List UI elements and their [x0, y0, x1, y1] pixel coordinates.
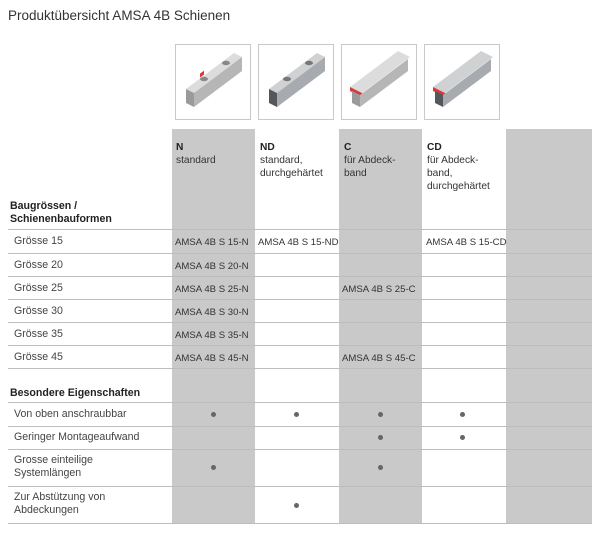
- divider: [8, 426, 592, 427]
- feature-row-label: Geringer Montageaufwand: [14, 431, 140, 443]
- size-row-label: Grösse 45: [14, 351, 63, 363]
- features-section-label: Besondere Eigenschaften: [10, 387, 141, 399]
- feature-dot-c: [378, 435, 383, 440]
- divider: [8, 523, 592, 524]
- divider: [8, 322, 592, 323]
- header-n-code: N: [176, 142, 184, 153]
- size-row-label: Grösse 20: [14, 259, 63, 271]
- size-row-label: Grösse 25: [14, 282, 63, 294]
- divider: [8, 229, 592, 230]
- rail-image-cd: [424, 44, 500, 120]
- column-extra-background: [506, 129, 592, 523]
- feature-dot-nd: [294, 503, 299, 508]
- header-n: [176, 141, 216, 167]
- feature-dot-c: [378, 465, 383, 470]
- divider: [8, 449, 592, 450]
- rail-image-n: [175, 44, 251, 120]
- feature-row-line2: Abdeckungen: [14, 504, 79, 516]
- header-n-desc: standard: [176, 155, 216, 166]
- size-cell-cd: AMSA 4B S 15-CD: [426, 237, 507, 248]
- feature-dot-nd: [294, 412, 299, 417]
- feature-row-line1: Zur Abstützung von: [14, 491, 106, 503]
- size-cell-c: AMSA 4B S 45-C: [342, 353, 416, 364]
- divider: [8, 402, 592, 403]
- header-c-desc2: band: [344, 168, 367, 179]
- divider: [8, 276, 592, 277]
- size-cell-n: AMSA 4B S 15-N: [175, 237, 249, 248]
- feature-row-label: [14, 491, 105, 517]
- size-cell-n: AMSA 4B S 45-N: [175, 353, 249, 364]
- header-nd-code: ND: [260, 142, 275, 153]
- sizes-section-line1: Baugrössen /: [10, 200, 78, 212]
- size-row-label: Grösse 35: [14, 328, 63, 340]
- header-c: [344, 141, 396, 180]
- size-cell-n: AMSA 4B S 25-N: [175, 284, 249, 295]
- header-cd-desc1: für Abdeck-: [427, 155, 479, 166]
- size-cell-n: AMSA 4B S 35-N: [175, 330, 249, 341]
- sizes-section-label: [10, 200, 112, 226]
- header-cd-desc3: durchgehärtet: [427, 181, 490, 192]
- feature-row-line1: Grosse einteilige: [14, 454, 93, 466]
- header-cd: [427, 141, 490, 193]
- feature-dot-cd: [460, 435, 465, 440]
- sizes-section-line2: Schienenbauformen: [10, 213, 112, 225]
- header-cd-code: CD: [427, 142, 442, 153]
- rail-image-c: [341, 44, 417, 120]
- divider: [8, 486, 592, 487]
- feature-row-label: [14, 454, 93, 480]
- size-cell-nd: AMSA 4B S 15-ND: [258, 237, 339, 248]
- header-nd: [260, 141, 323, 180]
- header-nd-desc2: durchgehärtet: [260, 168, 323, 179]
- header-nd-desc1: standard,: [260, 155, 303, 166]
- feature-dot-n: [211, 465, 216, 470]
- column-n-background: [172, 129, 255, 523]
- rail-image-nd: [258, 44, 334, 120]
- feature-row-label: Von oben anschraubbar: [14, 408, 127, 420]
- column-c-background: [339, 129, 422, 523]
- feature-dot-cd: [460, 412, 465, 417]
- size-cell-n: AMSA 4B S 30-N: [175, 307, 249, 318]
- header-c-code: C: [344, 142, 352, 153]
- header-c-desc1: für Abdeck-: [344, 155, 396, 166]
- size-row-label: Grösse 15: [14, 235, 63, 247]
- feature-row-line2: Systemlängen: [14, 467, 82, 479]
- divider: [8, 368, 592, 369]
- header-cd-desc2: band,: [427, 168, 453, 179]
- page-title: Produktübersicht AMSA 4B Schienen: [8, 8, 231, 23]
- size-cell-n: AMSA 4B S 20-N: [175, 261, 249, 272]
- feature-dot-n: [211, 412, 216, 417]
- divider: [8, 253, 592, 254]
- feature-dot-c: [378, 412, 383, 417]
- divider: [8, 345, 592, 346]
- size-cell-c: AMSA 4B S 25-C: [342, 284, 416, 295]
- size-row-label: Grösse 30: [14, 305, 63, 317]
- divider: [8, 299, 592, 300]
